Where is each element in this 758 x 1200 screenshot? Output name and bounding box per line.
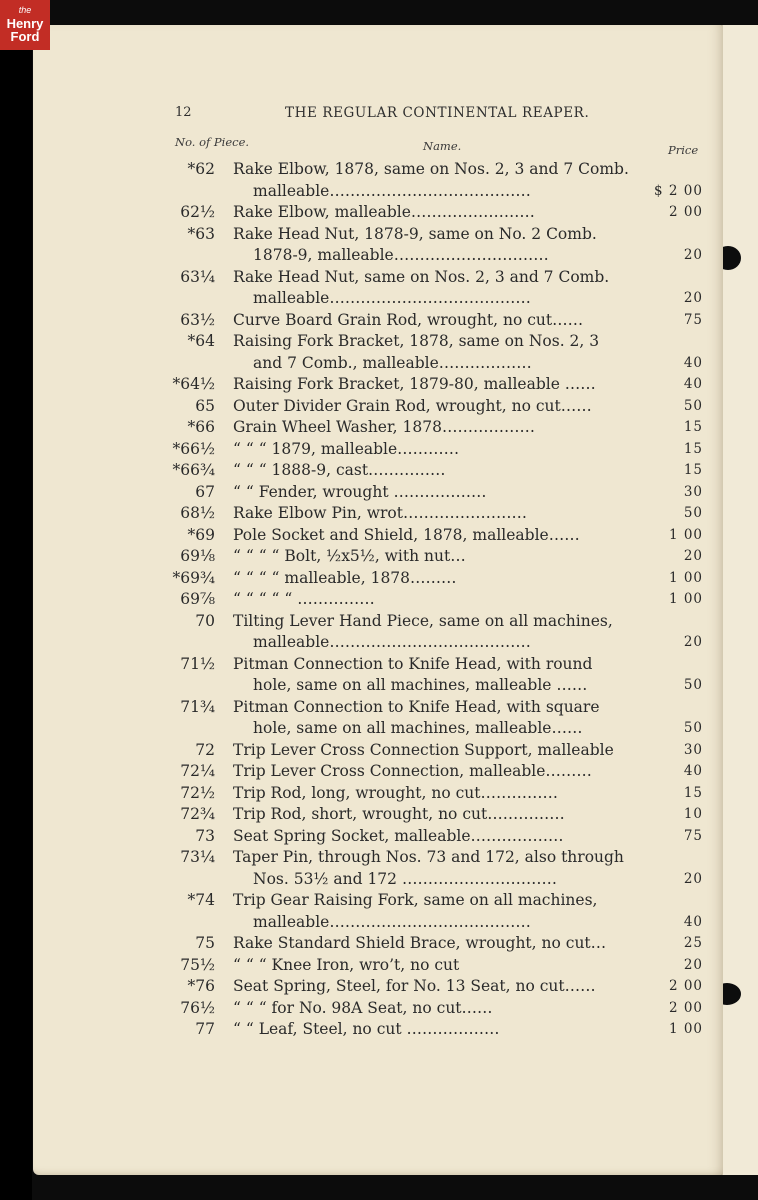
piece-number: 63½ [180,310,215,329]
part-name: “ “ “ “ malleable, 1878……… [233,568,457,587]
part-price: 20 [683,548,703,564]
table-row [33,525,723,545]
part-name: malleable………………………………… [253,912,531,931]
part-price: 20 [683,290,703,306]
column-header-name: Name. [423,139,462,153]
piece-number: *74 [187,891,215,909]
table-row [33,632,723,652]
table-row [33,224,723,244]
part-name: Rake Elbow, malleable…………………… [233,203,535,221]
table-row [33,417,723,437]
part-price: 25 [683,935,703,951]
page-title: THE REGULAR CONTINENTAL REAPER. [285,105,590,121]
part-name: Trip Rod, short, wrought, no cut…………… [233,805,565,823]
part-name: Trip Rod, long, wrought, no cut…………… [233,783,558,802]
table-row [33,611,723,631]
part-price: 20 [683,634,703,650]
piece-number: 72¾ [180,805,215,823]
piece-number: 67 [195,482,215,501]
table-row [33,503,723,523]
table-row [33,245,723,265]
table-row [33,568,723,588]
part-name: hole, same on all machines, malleable…… [253,719,583,737]
part-price: 15 [683,462,703,478]
table-row [33,890,723,910]
part-name: Rake Head Nut, 1878-9, same on No. 2 Comb. [233,224,597,243]
part-name: Outer Divider Grain Rod, wrought, no cut…… [233,396,592,415]
piece-number: *66¾ [172,461,215,479]
piece-number: 76½ [180,998,215,1017]
part-name: “ “ “ “ Bolt, ½x5½, with nut… [233,547,466,565]
logo-henry: Henry [6,16,44,31]
piece-number: *66½ [172,439,215,458]
table-row [33,181,723,201]
piece-number: 75 [195,934,215,952]
part-price: 40 [683,354,703,371]
part-price: 1 00 [668,591,703,607]
part-name: Seat Spring, Steel, for No. 13 Seat, no cut…… [233,977,596,995]
part-name: Pitman Connection to Knife Head, with square [233,697,600,716]
piece-number: *66 [187,418,215,436]
table-row [33,1019,723,1039]
part-name: Trip Lever Cross Connection, malleable……… [233,762,592,780]
table-row [33,374,723,394]
part-price: 1 00 [668,526,703,543]
part-name: Seat Spring Socket, malleable……………… [233,826,564,845]
table-row [33,310,723,330]
part-name: Pitman Connection to Knife Head, with round [233,654,593,673]
part-name: malleable………………………………… [253,289,531,307]
table-row [33,267,723,287]
piece-number: *64½ [172,375,215,393]
table-row [33,675,723,695]
table-row [33,955,723,975]
piece-number: 69⅞ [180,590,215,608]
piece-number: 69⅛ [180,547,215,565]
part-price: 15 [683,784,703,801]
part-name: Taper Pin, through Nos. 73 and 172, also through [233,848,624,866]
piece-number: 77 [195,1020,215,1038]
part-name: hole, same on all machines, malleable …… [253,676,588,694]
table-row [33,288,723,308]
table-row [33,912,723,932]
part-name: Pole Socket and Shield, 1878, malleable…… [233,525,580,544]
part-price: 20 [683,247,703,263]
part-price: 50 [683,397,703,414]
piece-number: 73 [195,826,215,845]
part-name: “ “ “ “ “ …………… [233,590,375,608]
piece-number: 73¼ [180,848,215,866]
piece-number: *64 [187,332,215,350]
table-row [33,202,723,222]
part-price: 1 00 [668,569,703,586]
part-name: Rake Standard Shield Brace, wrought, no cut… [233,934,607,952]
part-name: Trip Gear Raising Fork, same on all machines, [233,891,598,909]
part-name: “ “ “ Knee Iron, wro’t, no cut [233,955,460,974]
part-price: 50 [683,505,703,521]
column-header-price: Price [668,143,699,157]
piece-number: 72½ [180,783,215,802]
table-row [33,654,723,674]
part-price: 2 00 [668,978,703,994]
part-price: 50 [683,677,703,693]
piece-number: *69¾ [172,568,215,587]
logo-ford: Ford [10,29,40,44]
piece-number: 63¼ [180,267,215,286]
piece-number: *76 [187,977,215,995]
table-row [33,159,723,179]
table-row [33,847,723,867]
part-name: Rake Elbow Pin, wrot…………………… [233,504,527,522]
part-price: 30 [683,483,703,500]
part-price: $ 2 00 [654,182,703,199]
part-name: Rake Elbow, 1878, same on Nos. 2, 3 and 7 Comb. [233,160,629,178]
part-name: “ “ Leaf, Steel, no cut ……………… [233,1020,500,1038]
table-row [33,718,723,738]
table-row [33,697,723,717]
part-price: 20 [683,956,703,973]
piece-number: 71¾ [180,697,215,716]
part-name: Curve Board Grain Rod, wrought, no cut…… [233,310,584,329]
part-price: 75 [683,311,703,328]
catalog-page [33,25,723,1175]
part-name: 1878-9, malleable………………………… [253,246,549,264]
part-name: “ “ “ 1879, malleable………… [233,439,460,458]
piece-number: 71½ [180,654,215,673]
table-row [33,546,723,566]
part-price: 2 00 [668,999,703,1016]
column-header-number: No. of Piece. [175,135,250,149]
table-row [33,396,723,416]
table-row [33,353,723,373]
table-row [33,761,723,781]
piece-number: 65 [195,396,215,415]
part-name: Rake Head Nut, same on Nos. 2, 3 and 7 Comb. [233,267,610,286]
piece-number: 75½ [180,955,215,974]
henry-ford-logo [0,0,50,50]
table-row [33,826,723,846]
part-price: 40 [683,763,703,779]
table-row [33,783,723,803]
table-row [33,976,723,996]
piece-number: 72¼ [180,762,215,780]
part-price: 50 [683,720,703,736]
part-name: “ “ “ 1888-9, cast…………… [233,461,446,479]
table-row [33,460,723,480]
part-name: Raising Fork Bracket, 1878, same on Nos. 2, 3 [233,332,600,350]
part-name: malleable………………………………… [253,633,531,651]
part-name: Tilting Lever Hand Piece, same on all machines, [233,611,613,630]
part-price: 40 [683,913,703,930]
part-price: 40 [683,376,703,392]
page-number: 12 [175,105,192,120]
piece-number: 70 [195,611,215,630]
part-price: 10 [683,806,703,822]
part-name: “ “ Fender, wrought ……………… [233,482,487,501]
table-row [33,933,723,953]
scan-left-border [0,0,32,1200]
piece-number: *69 [187,525,215,544]
piece-number: *63 [187,224,215,243]
part-price: 20 [683,870,703,887]
table-row [33,482,723,502]
part-name: and 7 Comb., malleable……………… [253,353,532,372]
table-row [33,439,723,459]
part-price: 15 [683,419,703,435]
part-name: malleable………………………………… [253,181,531,200]
table-row [33,869,723,889]
piece-number: *62 [187,160,215,178]
part-price: 75 [683,827,703,844]
part-name: Nos. 53½ and 172 ………………………… [253,869,557,888]
piece-number: 62½ [180,203,215,221]
part-name: Grain Wheel Washer, 1878……………… [233,418,535,436]
part-name: Trip Lever Cross Connection Support, malleable [233,740,614,759]
part-price: 2 00 [668,204,703,220]
piece-number: 68½ [180,504,215,522]
table-row [33,804,723,824]
table-row [33,589,723,609]
part-price: 15 [683,440,703,457]
logo-the: the [18,5,32,15]
table-row [33,740,723,760]
piece-number: 72 [195,740,215,759]
table-row [33,331,723,351]
part-name: “ “ “ for No. 98A Seat, no cut…… [233,998,493,1017]
part-price: 1 00 [668,1021,703,1037]
table-row [33,998,723,1018]
part-name: Raising Fork Bracket, 1879-80, malleable …… [233,375,596,393]
part-price: 30 [683,741,703,758]
